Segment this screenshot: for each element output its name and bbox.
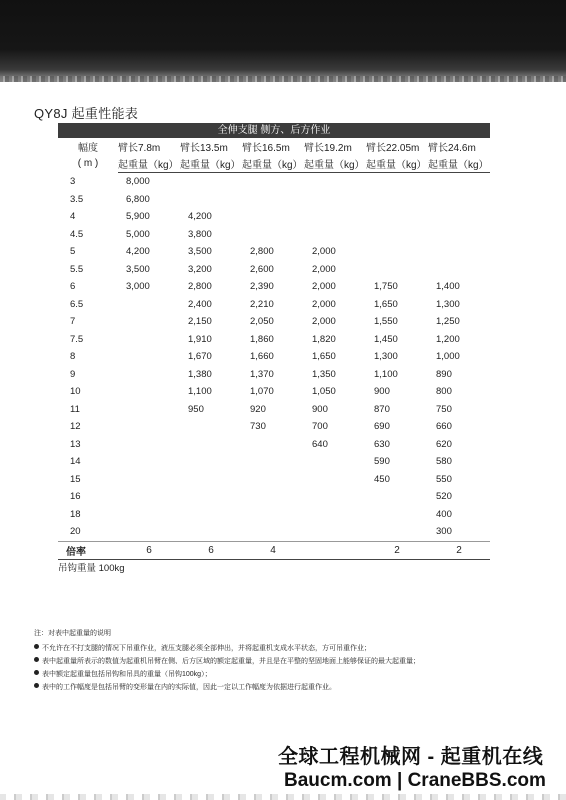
note-text: 表中起重量所表示的数值为起重机吊臂在侧、后方区域的额定起重量，并且是在平整的坚固地面上能够保证的最大起重量；: [42, 658, 420, 665]
note-item: [34, 668, 534, 681]
capacity-cell: [366, 173, 428, 191]
capacity-cell: [118, 383, 180, 401]
capacity-cell: [366, 243, 428, 261]
radius-header-label: 幅度: [78, 143, 98, 154]
capacity-cell: 450: [374, 473, 390, 485]
capacity-cell: 8,000: [126, 176, 150, 188]
radius-cell: 6: [70, 281, 76, 293]
radius-cell: 10: [70, 386, 81, 398]
capacity-cell: 1,550: [374, 316, 398, 328]
table-row: [58, 331, 490, 349]
capacity-cell: 1,750: [374, 281, 398, 293]
capacity-cell: 1,820: [312, 333, 336, 345]
radius-unit-label: ( m ): [77, 157, 99, 169]
reeving-rate-value: 2: [428, 541, 490, 559]
capacity-cell: 920: [250, 403, 266, 415]
capacity-cell: [242, 453, 304, 471]
note-text: 表中的工作幅度是包括吊臂的变形量在内的实际值，因此一定以工作幅度为依据进行起重作业。: [42, 684, 336, 691]
capacity-cell: [366, 488, 428, 506]
radius-cell: 6.5: [70, 298, 84, 310]
hook-weight-row: [58, 559, 490, 574]
note-item: [34, 655, 534, 668]
capacity-cell: [242, 191, 304, 209]
capacity-cell: 2,800: [188, 281, 212, 293]
capacity-cell: 1,380: [188, 368, 212, 380]
outrigger-mode-header: 全伸支腿 侧方、后方作业: [58, 123, 490, 138]
capacity-cell: 800: [436, 386, 452, 398]
capacity-cell: 2,600: [250, 263, 274, 275]
capacity-header-row: [58, 154, 490, 173]
note-item: [34, 642, 534, 655]
capacity-cell: [118, 523, 180, 541]
radius-cell: 9: [70, 368, 76, 380]
capacity-cell: 1,300: [374, 351, 398, 363]
capacity-cell: 3,500: [126, 263, 150, 275]
note-item: [34, 681, 534, 694]
capacity-cell: [180, 436, 242, 454]
capacity-cell: [118, 296, 180, 314]
capacity-cell: 2,050: [250, 316, 274, 328]
capacity-cell: 2,390: [250, 281, 274, 293]
reeving-rate-value: 6: [180, 541, 242, 559]
table-row: [58, 471, 490, 489]
bullet-icon: [34, 683, 39, 688]
capacity-cell: [180, 523, 242, 541]
table-row: [58, 506, 490, 524]
capacity-cell: 3,500: [188, 246, 212, 258]
capacity-cell: [304, 523, 366, 541]
capacity-table-container: [58, 123, 490, 574]
capacity-cell: 1,070: [250, 386, 274, 398]
capacity-cell: 400: [436, 508, 452, 520]
table-row: [58, 523, 490, 541]
capacity-cell: 700: [312, 421, 328, 433]
capacity-cell: 1,350: [312, 368, 336, 380]
capacity-cell: 1,100: [188, 386, 212, 398]
capacity-table: [58, 138, 490, 574]
radius-cell: 13: [70, 438, 81, 450]
capacity-cell: 1,000: [436, 351, 460, 363]
capacity-cell: [242, 173, 304, 191]
capacity-cell: [366, 191, 428, 209]
page-title: QY8J 起重性能表: [34, 106, 139, 121]
capacity-cell: 1,860: [250, 333, 274, 345]
capacity-cell: 870: [374, 403, 390, 415]
capacity-cell: 1,400: [436, 281, 460, 293]
capacity-cell: 1,050: [312, 386, 336, 398]
capacity-cell: 3,000: [126, 281, 150, 293]
capacity-cell: [180, 191, 242, 209]
capacity-cell: [118, 436, 180, 454]
capacity-cell: 3,200: [188, 263, 212, 275]
capacity-cell: 2,000: [312, 246, 336, 258]
capacity-cell: 2,000: [312, 298, 336, 310]
capacity-cell: 1,670: [188, 351, 212, 363]
capacity-header: 起重量（kg）: [304, 154, 366, 173]
table-row: [58, 488, 490, 506]
table-row: [58, 418, 490, 436]
hook-weight-text: 吊钩重量 100kg: [58, 559, 490, 574]
capacity-cell: [242, 471, 304, 489]
capacity-cell: 2,800: [250, 246, 274, 258]
capacity-cell: 1,370: [250, 368, 274, 380]
capacity-header: 起重量（kg）: [118, 154, 180, 173]
radius-cell: 15: [70, 473, 81, 485]
capacity-cell: [180, 506, 242, 524]
capacity-cell: [428, 243, 490, 261]
capacity-cell: 1,910: [188, 333, 212, 345]
radius-cell: 16: [70, 491, 81, 503]
table-row: [58, 296, 490, 314]
table-row: [58, 366, 490, 384]
site-watermark-chinese: 全球工程机械网 - 起重机在线: [278, 746, 544, 768]
capacity-cell: 6,800: [126, 193, 150, 205]
capacity-cell: [180, 488, 242, 506]
bullet-icon: [34, 657, 39, 662]
capacity-cell: 660: [436, 421, 452, 433]
capacity-cell: 520: [436, 491, 452, 503]
radius-cell: 3: [70, 176, 76, 187]
capacity-cell: [242, 488, 304, 506]
capacity-cell: 4,200: [126, 246, 150, 258]
table-row: [58, 401, 490, 419]
capacity-cell: 1,300: [436, 298, 460, 310]
capacity-cell: [304, 471, 366, 489]
scan-header-band: [0, 0, 566, 82]
reeving-rate-label: 倍率: [58, 541, 118, 559]
capacity-header: 起重量（kg）: [428, 154, 490, 173]
boom-length-header: 臂长24.6m: [428, 143, 476, 154]
capacity-cell: [118, 401, 180, 419]
capacity-cell: [428, 208, 490, 226]
capacity-cell: [304, 488, 366, 506]
boom-length-header: 臂长13.5m: [180, 143, 228, 154]
radius-cell: 7: [70, 316, 76, 328]
capacity-header: 起重量（kg）: [180, 154, 242, 173]
capacity-cell: 1,250: [436, 316, 460, 328]
capacity-cell: 580: [436, 456, 452, 468]
capacity-cell: 730: [250, 421, 266, 433]
capacity-cell: [118, 488, 180, 506]
capacity-cell: [242, 226, 304, 244]
capacity-cell: [304, 506, 366, 524]
capacity-cell: [180, 453, 242, 471]
capacity-cell: 2,000: [312, 316, 336, 328]
radius-cell: 4: [70, 211, 76, 223]
capacity-cell: 900: [374, 386, 390, 398]
capacity-cell: [304, 191, 366, 209]
reeving-rate-value: 6: [118, 541, 180, 559]
capacity-cell: 4,200: [188, 211, 212, 223]
capacity-header: 起重量（kg）: [242, 154, 304, 173]
capacity-cell: 890: [436, 368, 452, 380]
reeving-rate-row: [58, 541, 490, 559]
capacity-cell: 2,400: [188, 298, 212, 310]
capacity-cell: 1,200: [436, 333, 460, 345]
capacity-cell: [366, 226, 428, 244]
capacity-cell: [304, 453, 366, 471]
capacity-cell: [180, 173, 242, 191]
table-row: [58, 191, 490, 209]
capacity-cell: [428, 173, 490, 191]
table-row: [58, 208, 490, 226]
table-row: [58, 226, 490, 244]
notes-title: 注：对表中起重量的说明: [34, 630, 111, 637]
table-row: [58, 278, 490, 296]
capacity-cell: [304, 208, 366, 226]
note-text: 不允许在不打支腿的情况下吊重作业，液压支腿必须全部伸出，并将起重机支成水平状态，方可吊重作业；: [42, 645, 371, 652]
radius-cell: 3.5: [70, 193, 84, 205]
capacity-cell: 690: [374, 421, 390, 433]
capacity-cell: 2,000: [312, 281, 336, 293]
boom-length-header: 臂长22.05m: [366, 143, 420, 154]
capacity-cell: 2,150: [188, 316, 212, 328]
capacity-cell: 1,650: [374, 298, 398, 310]
capacity-cell: [118, 506, 180, 524]
boom-length-header: 臂长19.2m: [304, 143, 352, 154]
table-row: [58, 261, 490, 279]
bullet-icon: [34, 644, 39, 649]
capacity-cell: 950: [188, 403, 204, 415]
capacity-cell: [180, 471, 242, 489]
capacity-cell: [428, 191, 490, 209]
note-text: 表中额定起重量包括吊钩和吊具的重量（吊钩100kg）；: [42, 671, 212, 678]
reeving-rate-value: 4: [242, 541, 304, 559]
bullet-icon: [34, 670, 39, 675]
capacity-cell: [304, 173, 366, 191]
capacity-cell: 1,450: [374, 333, 398, 345]
reeving-rate-value: [304, 541, 366, 559]
capacity-cell: [118, 313, 180, 331]
boom-length-header-row: [58, 138, 490, 154]
scan-bottom-edge: [0, 794, 566, 800]
capacity-cell: 1,660: [250, 351, 274, 363]
capacity-cell: 1,650: [312, 351, 336, 363]
capacity-cell: [304, 226, 366, 244]
capacity-cell: [118, 453, 180, 471]
capacity-cell: 300: [436, 526, 452, 538]
capacity-cell: 5,000: [126, 228, 150, 240]
capacity-cell: [428, 226, 490, 244]
radius-cell: 4.5: [70, 228, 84, 240]
table-row: [58, 313, 490, 331]
capacity-cell: [118, 418, 180, 436]
capacity-cell: 2,210: [250, 298, 274, 310]
capacity-cell: [118, 366, 180, 384]
table-row: [58, 436, 490, 454]
boom-length-header: 臂长16.5m: [242, 143, 290, 154]
capacity-cell: [118, 348, 180, 366]
site-watermark-english: Baucm.com | CraneBBS.com: [284, 770, 546, 791]
table-row: [58, 243, 490, 261]
radius-cell: 11: [70, 403, 80, 415]
capacity-cell: [242, 208, 304, 226]
radius-cell: 14: [70, 456, 81, 468]
radius-cell: 20: [70, 526, 81, 538]
capacity-cell: 3,800: [188, 228, 212, 240]
capacity-cell: 1,100: [374, 368, 398, 380]
capacity-cell: [366, 208, 428, 226]
boom-length-header: 臂长7.8m: [118, 143, 161, 154]
capacity-cell: 590: [374, 456, 390, 468]
radius-cell: 7.5: [70, 333, 84, 345]
table-row: [58, 348, 490, 366]
radius-cell: 18: [70, 508, 81, 520]
capacity-cell: 5,900: [126, 211, 150, 223]
capacity-cell: 750: [436, 403, 452, 415]
table-row: [58, 173, 490, 191]
capacity-cell: [242, 506, 304, 524]
capacity-cell: 900: [312, 403, 328, 415]
notes-section: [34, 628, 534, 694]
capacity-cell: [428, 261, 490, 279]
capacity-header: 起重量（kg）: [366, 154, 428, 173]
capacity-cell: 630: [374, 438, 390, 450]
capacity-cell: [242, 523, 304, 541]
capacity-cell: [366, 261, 428, 279]
capacity-cell: 550: [436, 473, 452, 485]
capacity-cell: 2,000: [312, 263, 336, 275]
capacity-cell: [118, 471, 180, 489]
radius-cell: 5: [70, 246, 76, 258]
reeving-rate-value: 2: [366, 541, 428, 559]
radius-cell: 8: [70, 351, 76, 363]
capacity-cell: 620: [436, 438, 452, 450]
radius-cell: 12: [70, 421, 81, 433]
capacity-cell: [180, 418, 242, 436]
table-row: [58, 453, 490, 471]
capacity-cell: [366, 506, 428, 524]
table-row: [58, 383, 490, 401]
capacity-cell: [118, 331, 180, 349]
capacity-cell: 640: [312, 438, 328, 450]
capacity-table-body: [58, 173, 490, 542]
capacity-cell: [242, 436, 304, 454]
capacity-cell: [366, 523, 428, 541]
radius-cell: 5.5: [70, 263, 84, 275]
